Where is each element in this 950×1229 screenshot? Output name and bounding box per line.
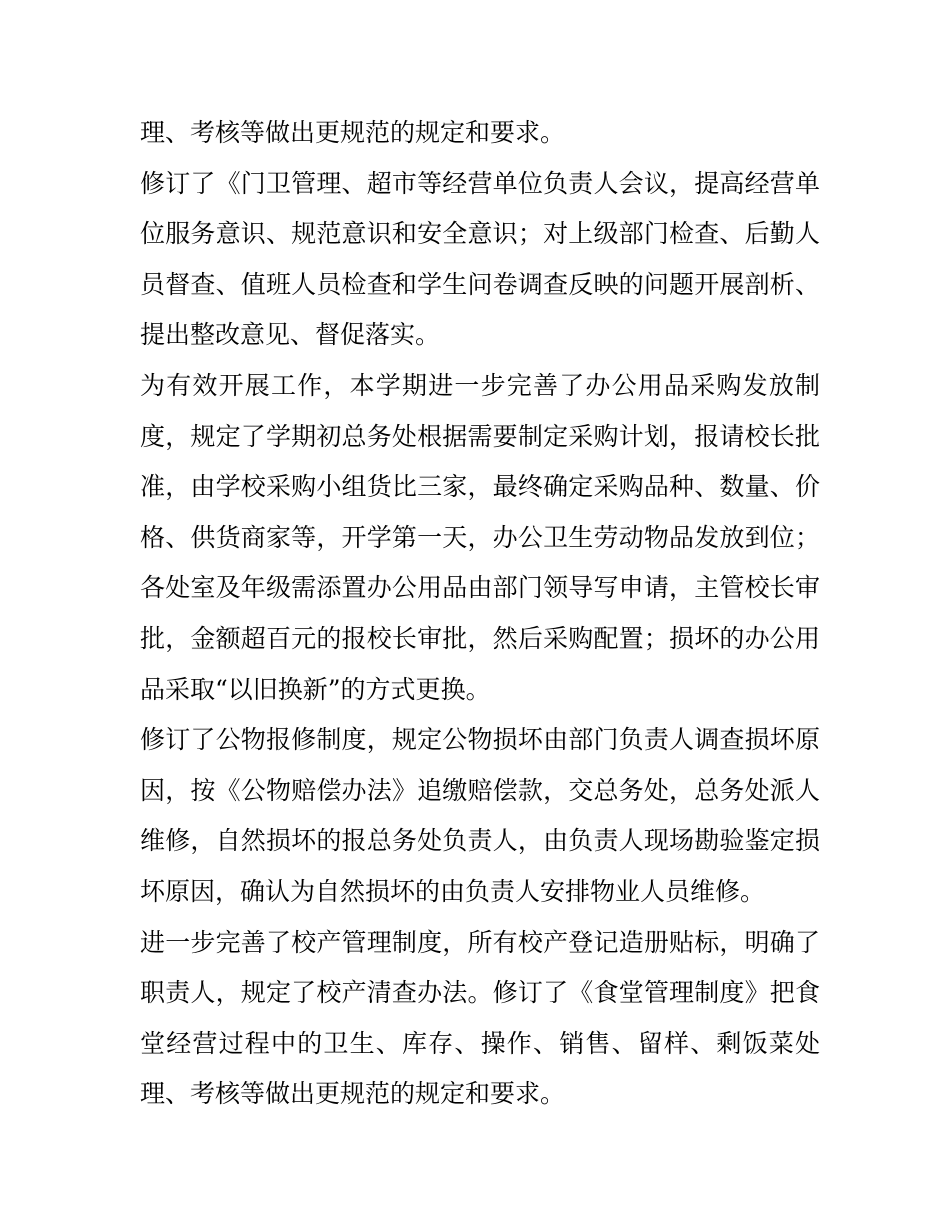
text-line-18: 职责人，规定了校产清查办法。修订了《食堂管理制度》把食 (140, 978, 820, 1008)
text-line-13: 修订了公物报修制度，规定公物损坏由部门负责人调查损坏原 (140, 725, 820, 755)
text-line-7: 度，规定了学期初总务处根据需要制定采购计划，报请校长批 (140, 421, 820, 451)
text-line-14: 因，按《公物赔偿办法》追缴赔偿款，交总务处，总务处派人 (140, 775, 820, 805)
text-line-2: 修订了《门卫管理、超市等经营单位负责人会议，提高经营单 (140, 168, 820, 198)
body-text (140, 108, 820, 1120)
text-line-1: 理、考核等做出更规范的规定和要求。 (140, 118, 566, 147)
text-line-19: 堂经营过程中的卫生、库存、操作、销售、留样、剩饭菜处 (140, 1028, 820, 1058)
text-line-16: 坏原因，确认为自然损坏的由负责人安排物业人员维修。 (140, 876, 766, 906)
text-line-4: 员督查、值班人员检查和学生问卷调查反映的问题开展剖析、 (140, 269, 820, 299)
text-line-11: 批，金额超百元的报校长审批，然后采购配置；损坏的办公用 (140, 623, 820, 653)
text-line-17: 进一步完善了校产管理制度，所有校产登记造册贴标，明确了 (140, 927, 820, 957)
text-line-10: 各处室及年级需添置办公用品由部门领导写申请，主管校长审 (140, 573, 820, 603)
text-line-15: 维修，自然损坏的报总务处负责人，由负责人现场勘验鉴定损 (140, 826, 820, 856)
text-line-20: 理、考核等做出更规范的规定和要求。 (140, 1079, 566, 1109)
text-line-5: 提出整改意见、督促落实。 (140, 320, 441, 350)
text-line-6: 为有效开展工作，本学期进一步完善了办公用品采购发放制 (140, 370, 820, 400)
text-line-9: 格、供货商家等，开学第一天，办公卫生劳动物品发放到位； (140, 522, 820, 552)
text-line-3: 位服务意识、规范意识和安全意识；对上级部门检查、后勤人 (140, 219, 820, 249)
text-line-12: 品采取“以旧换新”的方式更换。 (140, 674, 491, 704)
text-line-8: 准，由学校采购小组货比三家，最终确定采购品种、数量、价 (140, 472, 820, 502)
